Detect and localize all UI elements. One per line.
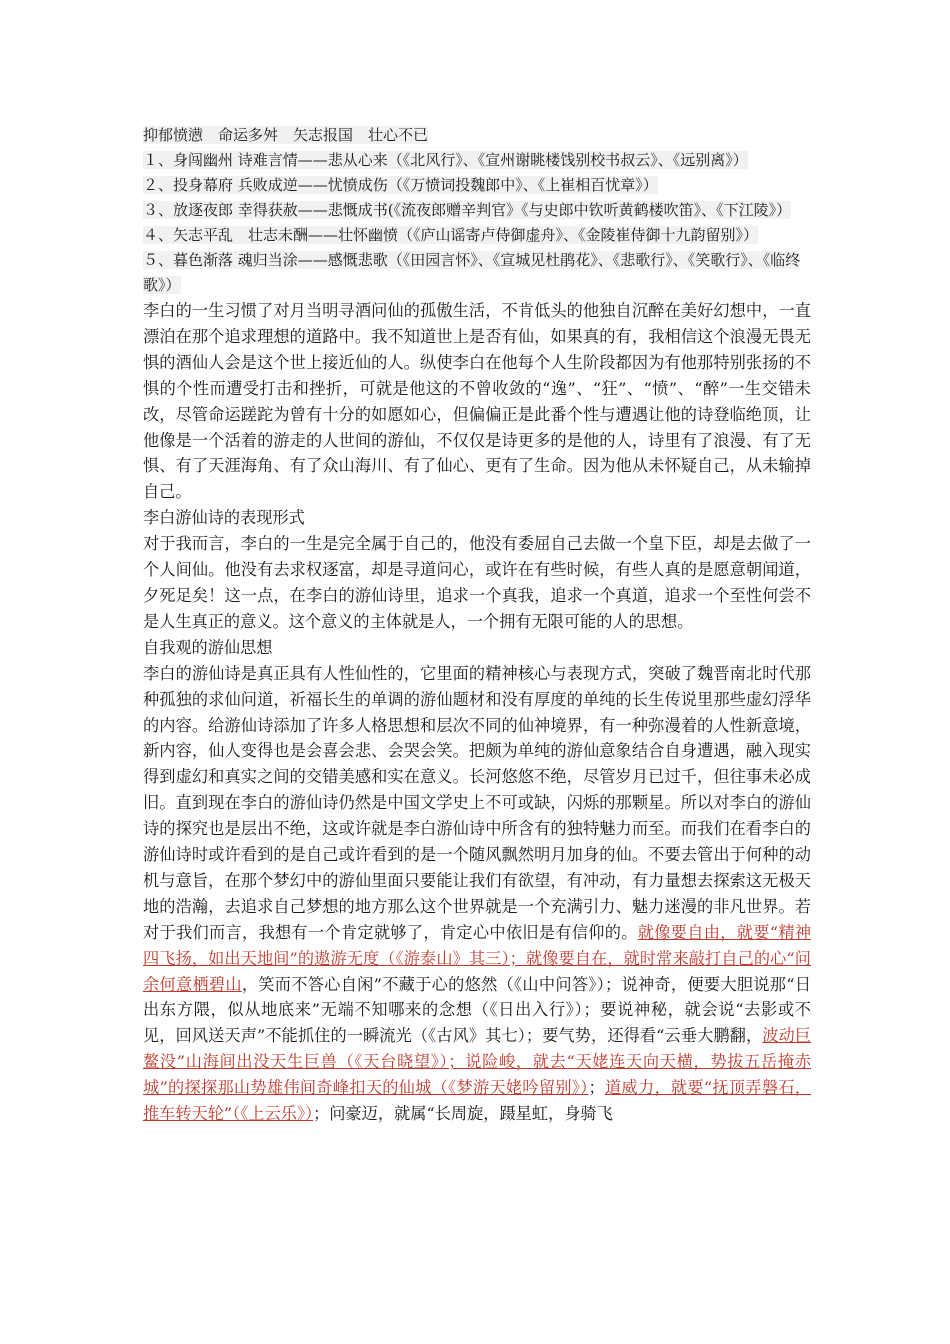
outline-item-2: ２、投身幕府 兵败成逆——忧愤成伤（《万愤词投魏郎中》、《上崔相百忧章》）: [143, 176, 658, 194]
highlight-quote-2: 波动巨鳌没”山海间出没天生巨兽（《天台晓望》）；说险峻，就去“天姥连天向天横，势拔五岳掩赤城”的探探那山势雄伟间奇峰扣天的仙城（《梦游天姥吟留别》）: [143, 1026, 812, 1098]
section-heading-form: 李白游仙诗的表现形式: [143, 508, 305, 528]
essay-body: [143, 298, 811, 1127]
paragraph-self: [143, 661, 811, 1127]
section-heading-self: 自我观的游仙思想: [143, 637, 273, 657]
paragraph-self-text-3: ；: [588, 1078, 605, 1098]
paragraph-self-text-2: ，笑而不答心自闲”不藏于心的悠然（《山中问答》）；说神奇，便要大胆说那“日出东方隈，似从地底来”无端不知哪来的念想（《日出入行》）；要说神秘，就会说“去影或不见，回风送天声”不能抓住的一瞬流光（《古风》其七）；要气势，还得看“云垂大鹏翻，: [143, 974, 812, 1046]
outline-item-3: ３、放逐夜郎 幸得获赦——悲慨成书(《流夜郎赠辛判官》《与史郎中钦听黄鹤楼吹笛》、《下江陵》）: [143, 201, 792, 219]
outline-section: [143, 123, 811, 298]
outline-item-4: ４、矢志平乱 壮志未酬——壮怀幽愤（《庐山谣寄卢侍御虚舟》、《金陵崔侍御十九韵留别》）: [143, 226, 759, 244]
paragraph-life: 李白的一生习惯了对月当明寻酒问仙的孤傲生活，不肯低头的他独自沉醉在美好幻想中，一直漂泊在那个追求理想的道路中。我不知道世上是否有仙，如果真的有，我相信这个浪漫无畏无惧的酒仙人会是这个世上接近仙的人。纵使李白在他每个人生阶段都因为有他那特别张扬的不惧的个性而遭受打击和挫折，可就是他这的不曾收敛的“逸”、“狂”、“愤”、“醉”一生交错未改，尽管命运蹉跎为曾有十分的如愿如心，但偏偏正是此番个性与遭遇让他的诗登临绝顶，让他像是一个活着的游走的人世间的游仙，不仅仅是诗更多的是他的人，诗里有了浪漫、有了无惧、有了天涯海角、有了众山海川、有了仙心、更有了生命。因为他从未怀疑自己，从未输掉自己。: [143, 301, 811, 502]
outline-item-1: １、身闯幽州 诗难言情——悲从心来（《北风行》、《宣州谢眺楼饯别校书叔云》、《远别离》）: [143, 151, 748, 169]
paragraph-form: 对于我而言，李白的一生是完全属于自己的，他没有委屈自己去做一个皇下臣，却是去做了一个人间仙。他没有去求权逐富，却是寻道问心，或许在有些时候，有些人真的是愿意朝闻道，夕死足矣！这一点，在李白的游仙诗里，追求一个真我，追求一个真道，追求一个至性何尝不是人生真正的意义。这个意义的主体就是人，一个拥有无限可能的人的思想。: [143, 534, 811, 631]
highlight-quote-1: 就像要自由，就要“精神四飞扬，如出天地间”的遨游无度（《游泰山》其三）；就像要自在，就时常来敲打自己的心“问余何意栖碧山: [143, 922, 812, 994]
outline-heading: 抑郁愤懑 命运多舛 矢志报国 壮心不已: [143, 126, 429, 144]
paragraph-self-text-4: ；问豪迈，就属“长周旋，蹑星虹，身骑飞: [313, 1104, 613, 1124]
paragraph-self-text: 李白的游仙诗是真正具有人性仙性的，它里面的精神核心与表现方式，突破了魏晋南北时代那种孤独的求仙问道，祈福长生的单调的游仙题材和没有厚度的单纯的长生传说里那些虚幻浮华的内容。给游仙诗添加了许多人格思想和层次不同的仙神境界，有一种弥漫着的人性新意境，新内容，仙人变得也是会喜会悲、会哭会笑。把颇为单纯的游仙意象结合自身遭遇，融入现实得到虚幻和真实之间的交错美感和实在意义。长河悠悠不绝，尽管岁月已过千，但往事未必成旧。直到现在李白的游仙诗仍然是中国文学史上不可或缺，闪烁的那颗星。所以对李白的游仙诗的探究也是层出不绝，这或许就是李白游仙诗中所含有的独特魅力而至。而我们在看李白的游仙诗时或许看到的是自己或许看到的是一个随风飘然明月加身的仙。不要去管出于何种的动机与意旨，在那个梦幻中的游仙里面只要能让我们有欲望，有冲动，有力量想去探索这无极天地的浩瀚，去追求自己梦想的地方那么这个世界就是一个充满引力、魅力迷漫的非凡世界。若对于我们而言，我想有一个肯定就够了，肯定心中依旧是有信仰的。: [143, 663, 811, 942]
highlight-quote-3: 道威力，就要“抚顶弄磐石，推车转天轮”（《上云乐》）: [143, 1078, 811, 1124]
document-page: [143, 123, 811, 1127]
outline-item-5: ５、暮色渐落 魂归当涂——感慨悲歌（《田园言怀》、《宣城见杜鹃花》、《悲歌行》、《笑歌行》、《临终歌》）: [143, 251, 801, 294]
